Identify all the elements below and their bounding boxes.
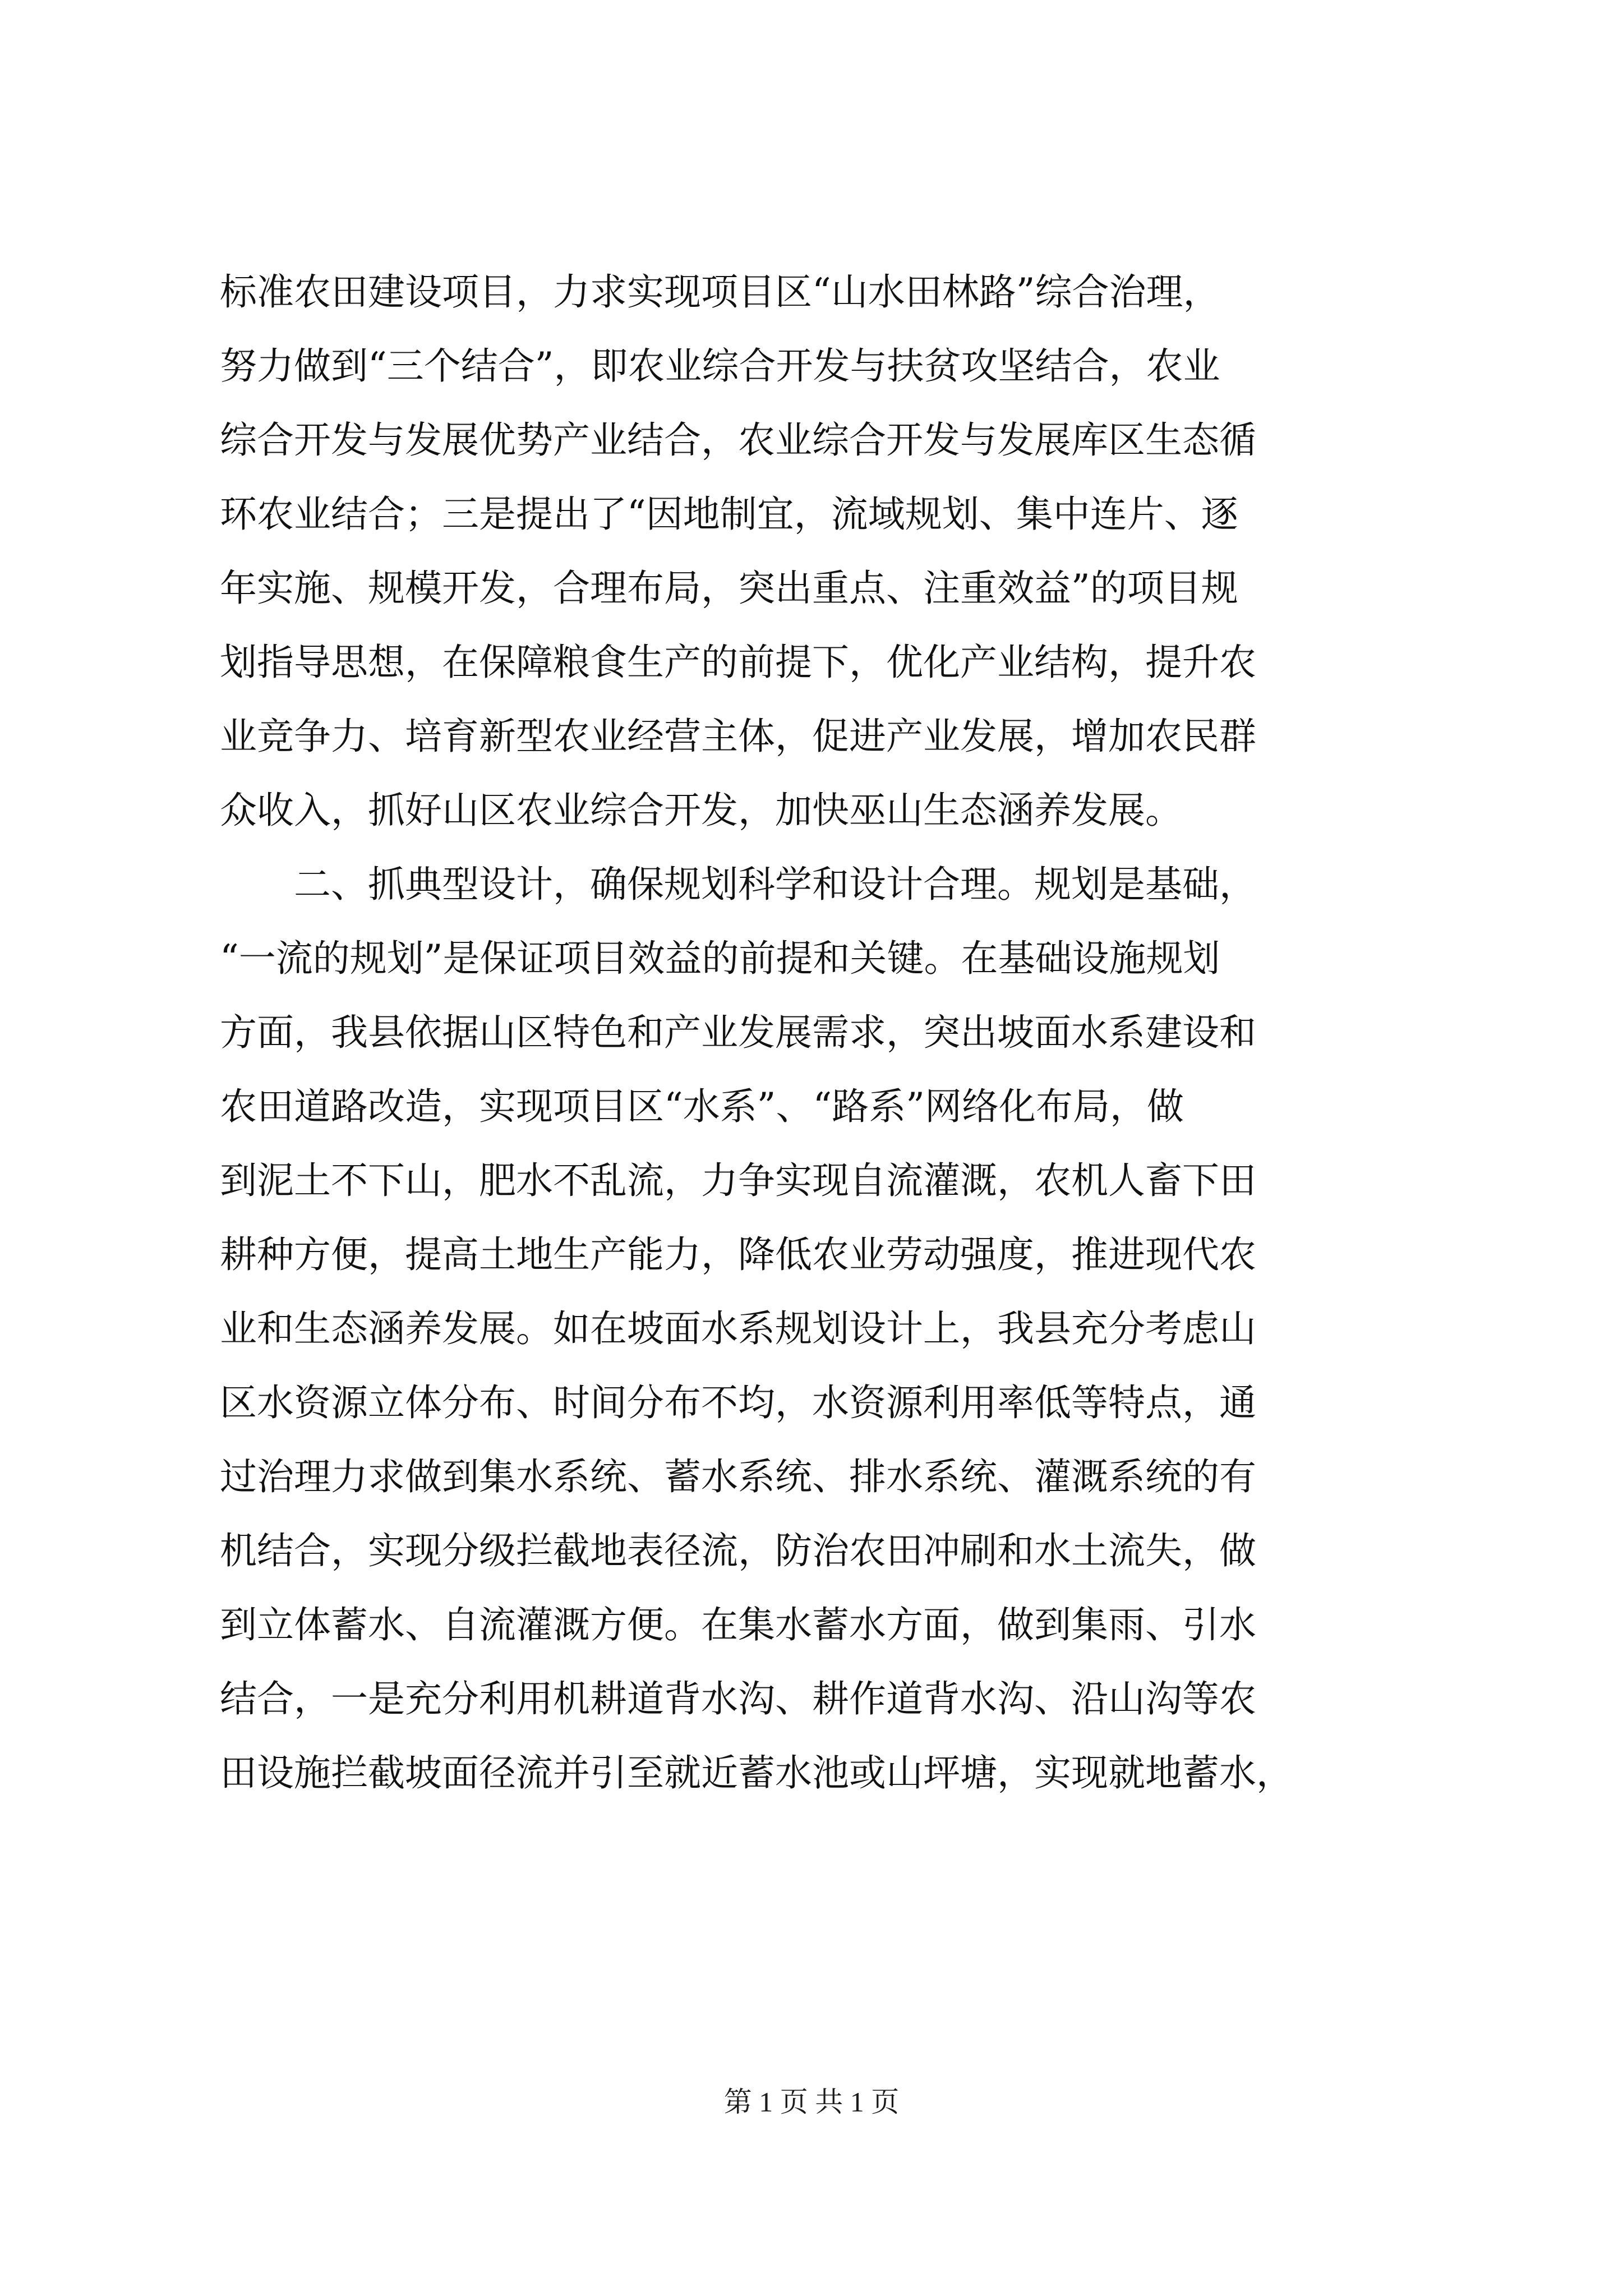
text-line: 方面，我县依据山区特色和产业发展需求，突出坡面水系建设和: [220, 1011, 1256, 1054]
text-line: “一流的规划”是保证项目效益的前提和关键。在基础设施规划: [220, 937, 1220, 980]
text-line: 年实施、规模开发，合理布局，突出重点、注重效益”的项目规: [220, 567, 1238, 610]
text-line: 二、抓典型设计，确保规划科学和设计合理。规划是基础，: [220, 863, 1256, 906]
text-line: 业竞争力、培育新型农业经营主体，促进产业发展，增加农民群: [220, 715, 1256, 758]
text-line: 机结合，实现分级拦截地表径流，防治农田冲刷和水土流失，做: [220, 1529, 1256, 1572]
body-text: [220, 255, 1426, 1810]
text-line: 到泥土不下山，肥水不乱流，力争实现自流灌溉，农机人畜下田: [220, 1159, 1256, 1202]
text-line: 众收入，抓好山区农业综合开发，加快巫山生态涵养发展。: [220, 789, 1182, 832]
text-line: 过治理力求做到集水系统、蓄水系统、排水系统、灌溉系统的有: [220, 1455, 1256, 1498]
text-line: 田设施拦截坡面径流并引至就近蓄水池或山坪塘，实现就地蓄水，: [220, 1751, 1293, 1795]
text-line: 业和生态涵养发展。如在坡面水系规划设计上，我县充分考虑山: [220, 1307, 1256, 1350]
text-line: 标准农田建设项目，力求实现项目区“山水田林路”综合治理，: [220, 270, 1220, 314]
text-line: 农田道路改造，实现项目区“水系”、“路系”网络化布局，做: [220, 1085, 1184, 1128]
text-line: 环农业结合；三是提出了“因地制宜，流域规划、集中连片、逐: [220, 493, 1238, 536]
text-line: 综合开发与发展优势产业结合，农业综合开发与发展库区生态循: [220, 418, 1256, 462]
text-line: 结合，一是充分利用机耕道背水沟、耕作道背水沟、沿山沟等农: [220, 1677, 1256, 1720]
text-line: 到立体蓄水、自流灌溉方便。在集水蓄水方面，做到集雨、引水: [220, 1603, 1256, 1646]
text-line: 耕种方便，提高土地生产能力，降低农业劳动强度，推进现代农: [220, 1233, 1256, 1276]
text-line: 划指导思想，在保障粮食生产的前提下，优化产业结构，提升农: [220, 641, 1256, 684]
text-line: 努力做到“三个结合”，即农业综合开发与扶贫攻坚结合，农业: [220, 344, 1220, 388]
text-line: 区水资源立体分布、时间分布不均，水资源利用率低等特点，通: [220, 1381, 1256, 1424]
page-footer: 第 1 页 共 1 页: [723, 2086, 900, 2118]
